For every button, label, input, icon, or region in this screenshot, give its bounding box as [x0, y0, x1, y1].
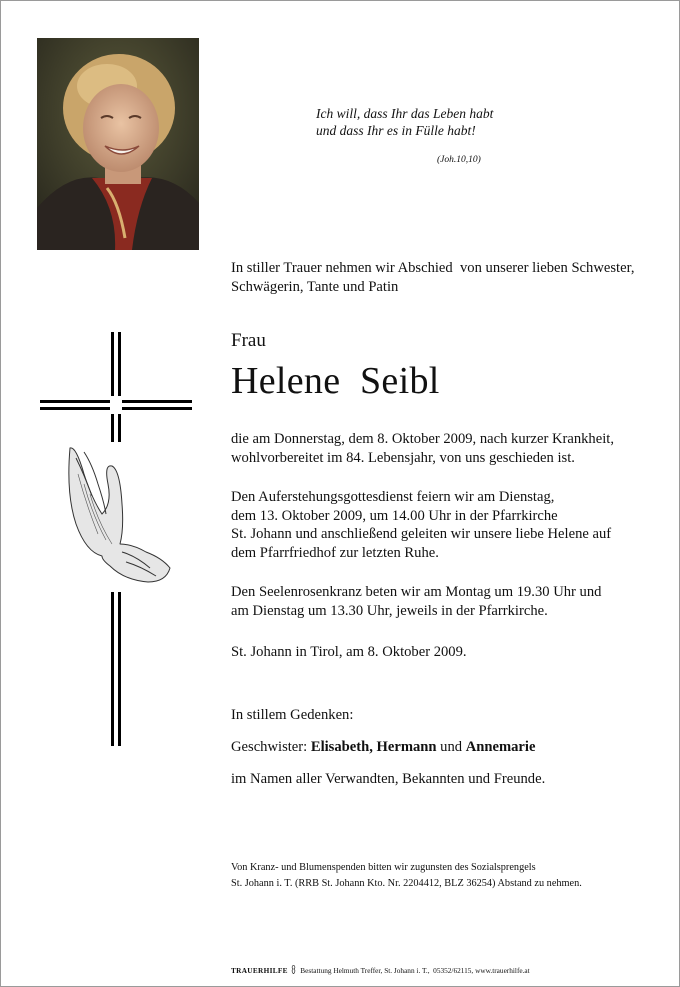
intro-line-1: In stiller Trauer nehmen wir Abschied von unserer lieben Schwester, — [231, 260, 635, 276]
funeral-line-4: dem Pfarrfriedhof zur letzten Ruhe. — [231, 544, 439, 561]
intro-text — [231, 259, 671, 297]
death-notice — [231, 430, 671, 467]
death-notice-line-2: wohlvorbereitet im 84. Lebensjahr, von uns geschieden ist. — [231, 449, 575, 466]
deceased-name: Helene Seibl — [231, 360, 440, 402]
siblings-prefix: Geschwister: — [231, 739, 311, 755]
place-date: St. Johann in Tirol, am 8. Oktober 2009. — [231, 644, 467, 660]
funeral-line-2: dem 13. Oktober 2009, um 14.00 Uhr in der Pfarrkirche — [231, 507, 558, 524]
remembrance-heading: In stillem Gedenken: — [231, 707, 354, 723]
salutation: Frau — [231, 330, 266, 351]
funeral-line-1: Den Auferstehungsgottesdienst feiern wir am Dienstag, — [231, 489, 555, 505]
siblings-joiner: und — [436, 739, 466, 755]
quote-line-2: und dass Ihr es in Fülle habt! — [316, 123, 476, 138]
quote-line-1: Ich will, dass Ihr das Leben habt — [316, 106, 494, 121]
intro-line-2: Schwägerin, Tante und Patin — [231, 279, 399, 295]
death-notice-line-1: die am Donnerstag, dem 8. Oktober 2009, nach kurzer Krankheit, — [231, 431, 614, 447]
rosary-line-2: am Dienstag um 13.30 Uhr, jeweils in der Pfarrkirche. — [231, 602, 548, 619]
siblings-last: Annemarie — [465, 739, 536, 755]
footer-text: Bestattung Helmuth Treffer, St. Johann i. T., 05352/62115, www.trauerhilfe.at — [298, 966, 530, 975]
siblings-names: Elisabeth, Hermann — [310, 739, 437, 755]
praying-hands-icon — [62, 444, 174, 586]
quote-reference: (Joh.10,10) — [437, 155, 481, 165]
siblings-line — [231, 738, 671, 757]
donation-notice — [231, 860, 671, 891]
footer — [231, 965, 671, 975]
rosary-notice — [231, 583, 671, 620]
bible-quote — [316, 105, 616, 139]
relatives-line: im Namen aller Verwandten, Bekannten und Freunde. — [231, 771, 546, 787]
portrait-photo — [37, 38, 199, 250]
rosary-line-1: Den Seelenrosenkranz beten wir am Montag um 19.30 Uhr und — [231, 584, 602, 600]
footer-brand: TRAUERHILFE — [231, 966, 288, 975]
funeral-line-3: St. Johann und anschließend geleiten wir unsere liebe Helene auf — [231, 526, 612, 542]
donation-line-1: Von Kranz- und Blumenspenden bitten wir zugunsten des Sozialsprengels — [231, 862, 536, 873]
trauerhilfe-logo-icon — [290, 965, 297, 974]
donation-line-2: St. Johann i. T. (RRB St. Johann Kto. Nr. 2204412, BLZ 36254) Abstand zu nehmen. — [231, 877, 582, 889]
funeral-notice — [231, 488, 671, 562]
